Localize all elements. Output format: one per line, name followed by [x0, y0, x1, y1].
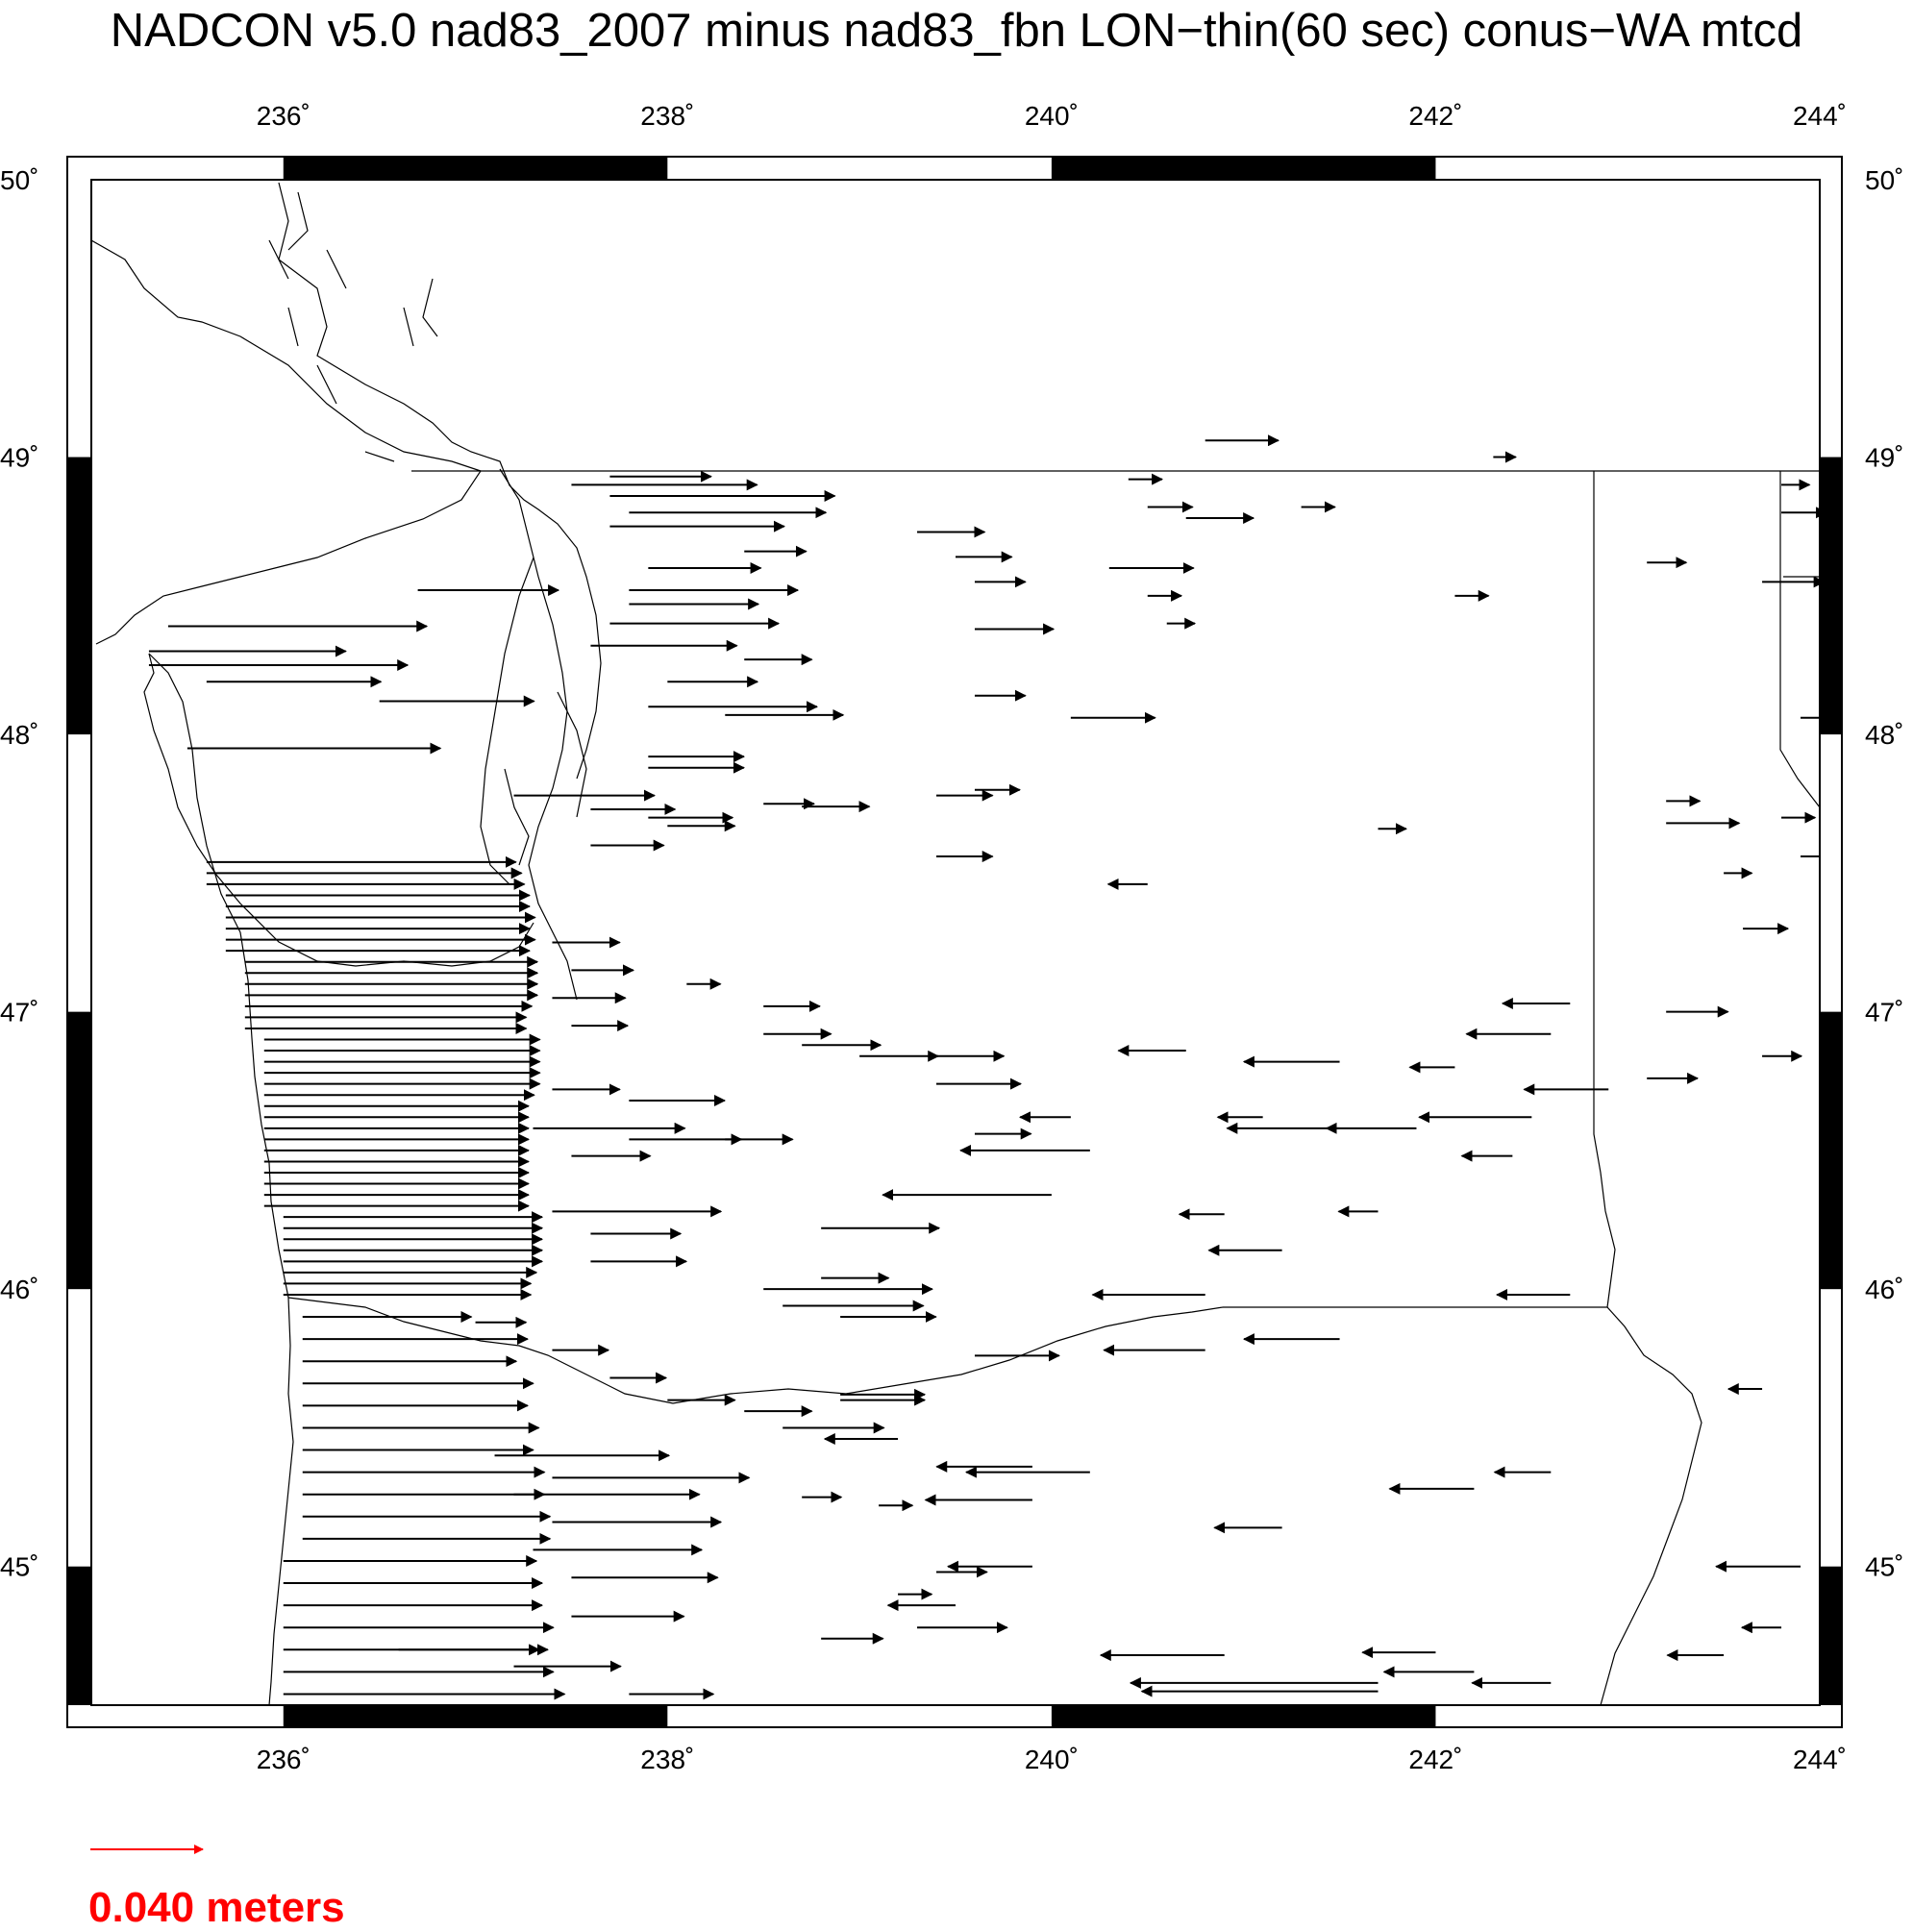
x-tick-label-top: 242˚: [1408, 101, 1463, 131]
bc-inlets: [269, 192, 437, 461]
x-tick-label-bottom: 244˚: [1792, 1745, 1848, 1774]
columbia-river: [288, 1298, 1223, 1403]
frame-tick-bars: [67, 157, 1842, 1727]
y-tick-label-right: 49˚: [1865, 442, 1904, 473]
frame-bar-left: [67, 1567, 91, 1705]
x-tick-label-bottom: 240˚: [1024, 1745, 1079, 1774]
frame-bar-bottom: [284, 1705, 668, 1727]
frame-bar-right: [1820, 1012, 1842, 1290]
frame-bar-right: [1820, 458, 1842, 735]
idaho-montana-border: [1780, 471, 1820, 807]
x-tick-label-bottom: 238˚: [640, 1745, 695, 1774]
frame-bar-left: [67, 1012, 91, 1290]
y-tick-label-left: 47˚: [0, 997, 39, 1028]
map-title: NADCON v5.0 nad83_2007 minus nad83_fbn LON−thin(60 sec) conus−WA mtcd: [110, 5, 1803, 57]
y-tick-label-right: 48˚: [1865, 720, 1904, 751]
pacific-coastline: [149, 654, 293, 1705]
map-inner-frame: [91, 180, 1820, 1705]
y-tick-label-left: 45˚: [0, 1551, 39, 1582]
frame-bar-top: [284, 157, 668, 180]
y-tick-label-left: 46˚: [0, 1275, 39, 1305]
frame-bar-left: [67, 458, 91, 735]
y-tick-label-right: 46˚: [1865, 1275, 1904, 1305]
puget-sound-shore: [481, 469, 586, 1000]
y-tick-label-right: 50˚: [1865, 165, 1904, 195]
vancouver-island-coast: [91, 240, 481, 644]
x-tick-label-top: 240˚: [1024, 101, 1079, 131]
frame-bar-right: [1820, 1567, 1842, 1705]
x-tick-label-bottom: 236˚: [256, 1745, 311, 1774]
map-outer-frame: [67, 157, 1842, 1727]
y-tick-label-left: 48˚: [0, 720, 39, 751]
coastline-outlines: [91, 183, 1820, 1705]
y-tick-label-right: 47˚: [1865, 997, 1904, 1028]
wa-idaho-border: [1594, 471, 1615, 1307]
vector-field: [149, 440, 1851, 1694]
y-tick-label-left: 50˚: [0, 165, 39, 195]
x-tick-label-top: 244˚: [1792, 101, 1848, 131]
scale-label: 0.040 meters: [88, 1884, 345, 1931]
x-tick-label-bottom: 242˚: [1408, 1745, 1463, 1774]
x-tick-label-top: 236˚: [256, 101, 311, 131]
mainland-bc-coast: [279, 183, 601, 779]
frame-bar-top: [1052, 157, 1436, 180]
x-tick-label-top: 238˚: [640, 101, 695, 131]
frame-bar-bottom: [1052, 1705, 1436, 1727]
wa-or-border-east: [1223, 1307, 1702, 1705]
y-tick-label-left: 49˚: [0, 442, 39, 473]
y-tick-label-right: 45˚: [1865, 1551, 1904, 1582]
